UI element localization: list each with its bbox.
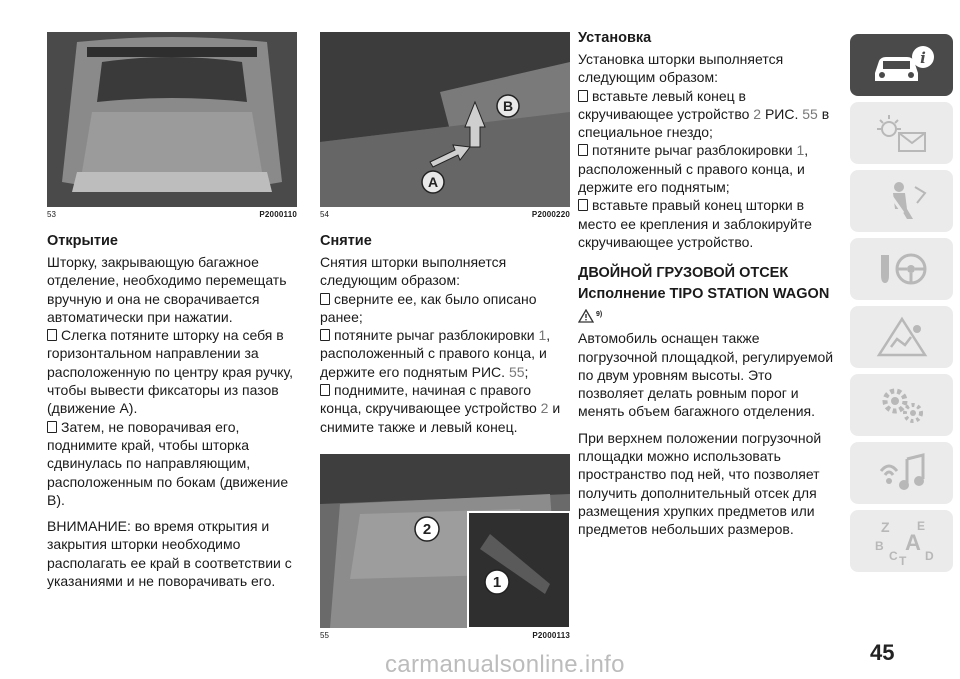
callout-label-a: A bbox=[427, 174, 439, 190]
figure-code: P2000110 bbox=[259, 210, 297, 219]
ref-number: 1 bbox=[796, 142, 805, 159]
column-installation bbox=[578, 30, 840, 539]
watermark: carmanualsonline.info bbox=[385, 651, 625, 678]
section-heading-double-cargo: ДВОЙНОЙ ГРУЗОВОЙ ОТСЕК bbox=[578, 265, 789, 282]
list-item bbox=[320, 290, 570, 327]
tab-driving[interactable] bbox=[850, 238, 953, 300]
safety-icon bbox=[867, 179, 937, 223]
ref-number: 1 bbox=[538, 327, 547, 344]
page-number: 45 bbox=[870, 640, 895, 665]
list-item: поднимите, начиная с правого конца, скручивающее устройство 2 и снимите также и левый конец. bbox=[320, 382, 561, 435]
figure-53-photo bbox=[47, 32, 297, 207]
figure-code: P2000113 bbox=[532, 630, 570, 640]
index-letter: B bbox=[874, 539, 884, 553]
index-letter: T bbox=[898, 554, 906, 566]
figure-ref: 55 bbox=[508, 363, 525, 380]
warning-ref-number: 9) bbox=[596, 311, 603, 319]
paragraph: Установка шторки выполняется следующим образом: bbox=[578, 51, 784, 86]
index-letter: Z bbox=[880, 519, 890, 535]
tab-maintenance[interactable] bbox=[850, 374, 953, 436]
checkbox-bullet-icon bbox=[578, 199, 588, 211]
multimedia-icon bbox=[867, 451, 937, 495]
tab-index[interactable] bbox=[850, 510, 953, 572]
checkbox-bullet-icon bbox=[578, 144, 588, 156]
warning-reference bbox=[578, 309, 840, 323]
ref-number: 2 bbox=[540, 400, 549, 417]
figure-code: P2000220 bbox=[531, 210, 570, 219]
ref-number: 2 bbox=[753, 105, 762, 122]
figure-number: 54 bbox=[320, 210, 329, 219]
list-item bbox=[47, 326, 297, 417]
column-opening bbox=[47, 32, 297, 590]
latch-photo-illustration bbox=[320, 32, 570, 207]
checkbox-bullet-icon bbox=[320, 293, 330, 305]
index-letter: C bbox=[888, 549, 898, 563]
figure-55-photo bbox=[320, 454, 570, 628]
driving-icon bbox=[867, 247, 937, 291]
paragraph: Автомобиль оснащен также погрузочной площадкой, регулируемой по двум уровням высоты. Это позволяет делать ровным порог и менять объем багажного отделения. bbox=[578, 330, 834, 420]
figure-53-caption bbox=[47, 210, 297, 222]
paragraph-warning-note: ВНИМАНИЕ: во время открытия и закрытия шторки необходимо располагать ее край в соответствии с указаниями и не поворачивать его. bbox=[47, 518, 292, 590]
list-item-text: сверните ее, как было описано ранее; bbox=[320, 290, 537, 325]
checkbox-bullet-icon bbox=[320, 329, 330, 341]
list-item bbox=[578, 196, 840, 251]
warning-lights-icon bbox=[867, 111, 937, 155]
maintenance-icon bbox=[867, 383, 937, 427]
car-info-icon bbox=[867, 43, 937, 87]
checkbox-bullet-icon bbox=[578, 90, 588, 102]
tab-car-info[interactable] bbox=[850, 34, 953, 96]
index-letter: D bbox=[924, 549, 934, 563]
figure-number: 53 bbox=[47, 210, 56, 219]
figure-54-caption bbox=[320, 210, 570, 222]
callout-label-b: B bbox=[502, 98, 514, 114]
list-item-text: Слегка потяните шторку на себя в горизонтальном направлении за расположенную по центру края ручку, чтобы вывести фиксаторы из пазов (движение A). bbox=[47, 327, 294, 417]
chapter-tabs bbox=[850, 34, 955, 578]
callout-1: 1 bbox=[492, 573, 502, 591]
tab-warning-lights[interactable] bbox=[850, 102, 953, 164]
emergency-icon bbox=[867, 315, 937, 359]
tab-emergency[interactable] bbox=[850, 306, 953, 368]
paragraph: Шторку, закрывающую багажное отделение, необходимо перемещать вручную и она не сворачивается автоматически при нажатии. bbox=[47, 254, 287, 325]
tab-multimedia[interactable] bbox=[850, 442, 953, 504]
list-item-text: Затем, не поворачивая его, поднимите край, чтобы шторка сдвинулась по направляющим, расположенным по бокам (движение B). bbox=[47, 418, 289, 508]
paragraph: Снятия шторки выполняется следующим образом: bbox=[320, 254, 507, 289]
figure-number: 55 bbox=[320, 630, 329, 640]
index-letter: E bbox=[916, 519, 925, 533]
warning-triangle-icon bbox=[578, 309, 594, 323]
paragraph: При верхнем положении погрузочной площадки можно использовать пространство под ней, что позволяет получить дополнительный отсек для размещения хрупких предметов или предметов небольших размеров. bbox=[578, 429, 822, 538]
section-heading-installation: Установка bbox=[578, 30, 652, 46]
section-heading-removal: Снятие bbox=[320, 233, 372, 249]
roller-photo-illustration bbox=[320, 454, 570, 628]
list-item bbox=[47, 418, 297, 509]
list-item: потяните рычаг разблокировки 1, расположенный с правого конца, и держите его поднятым РИС. 55; bbox=[320, 327, 551, 380]
svg-text:i: i bbox=[919, 49, 926, 67]
trunk-photo-illustration bbox=[47, 32, 297, 207]
list-item: потяните рычаг разблокировки 1, расположенный с правого конца, и держите его поднятым; bbox=[578, 142, 809, 196]
figure-55-caption bbox=[320, 631, 570, 643]
subheading-version: Исполнение TIPO STATION WAGON bbox=[578, 286, 830, 303]
checkbox-bullet-icon bbox=[47, 421, 57, 433]
column-removal bbox=[320, 32, 570, 643]
index-letter: A bbox=[904, 530, 921, 555]
index-icon bbox=[867, 516, 937, 566]
list-item-text: вставьте правый конец шторки в место ее крепления и заблокируйте скручивающее устройство. bbox=[578, 197, 812, 250]
callout-2: 2 bbox=[422, 520, 432, 538]
list-item: вставьте левый конец в скручивающее устройство 2 РИС. 55 в специальное гнездо; bbox=[578, 87, 830, 141]
tab-safety[interactable] bbox=[850, 170, 953, 232]
section-heading-opening: Открытие bbox=[47, 233, 118, 249]
figure-54-photo bbox=[320, 32, 570, 207]
checkbox-bullet-icon bbox=[320, 384, 330, 396]
figure-ref: 55 bbox=[802, 105, 818, 122]
checkbox-bullet-icon bbox=[47, 329, 57, 341]
